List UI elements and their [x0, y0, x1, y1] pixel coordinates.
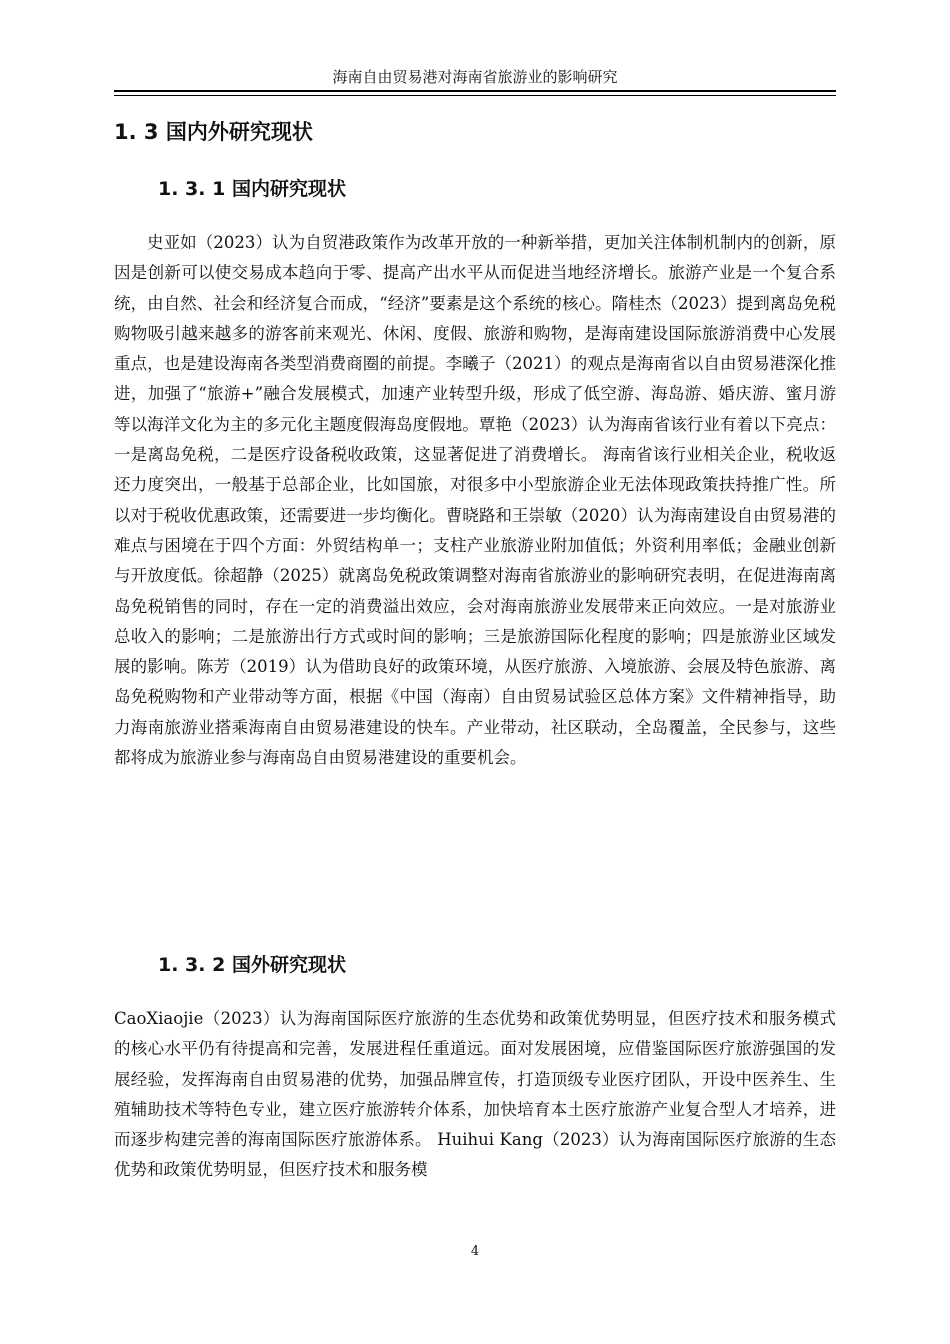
page-number: 4	[470, 1244, 480, 1259]
domestic-research-paragraph: 史亚如（2023）认为自贸港政策作为改革开放的一种新举措，更加关注体制机制内的创新，原因是创新可以使交易成本趋向于零、提高产出水平从而促进当地经济增长。旅游产业是一个复合系统，由自然、社会和经济复合而成，“经济”要素是这个系统的核心。隋桂杰（2023）提到离岛免税购物吸引越来越多的游客前来观光、休闲、度假、旅游和购物，是海南建设国际旅游消费中心发展重点，也是建设海南各类型消费商圈的前提。李曦子（2021）的观点是海南省以自由贸易港深化推进，加强了“旅游+”融合发展模式，加速产业转型升级，形成了低空游、海岛游、婚庆游、蜜月游等以海洋文化为主的多元化主题度假海岛度假地。覃艳（2023）认为海南省该行业有着以下亮点：一是离岛免税，二是医疗设备税收政策，这显著促进了消费增长。 海南省该行业相关企业，税收返还力度突出，一般基于总部企业，比如国旅，对很多中小型旅游企业无法体现政策扶持推广性。所以对于税收优惠政策，还需要进一步均衡化。曹晓路和王崇敏（2020）认为海南建设自由贸易港的难点与困境在于四个方面：外贸结构单一；支柱产业旅游业附加值低；外资利用率低；金融业创新与开放度低。徐超静（2025）就离岛免税政策调整对海南省旅游业的影响研究表明，在促进海南离岛免税销售的同时，存在一定的消费溢出效应，会对海南旅游业发展带来正向效应。一是对旅游业总收入的影响；二是旅游出行方式或时间的影响；三是旅游国际化程度的影响；四是旅游业区域发展的影响。陈芳（2019）认为借助良好的政策环境，从医疗旅游、入境旅游、会展及特色旅游、离岛免税购物和产业带动等方面，根据《中国（海南）自由贸易试验区总体方案》文件精神指导，助力海南旅游业搭乘海南自由贸易港建设的快车。产业带动，社区联动，全岛覆盖，全民参与，这些都将成为旅游业参与海南岛自由贸易港建设的重要机会。	[114, 233, 836, 768]
foreign-research-paragraph: CaoXiaojie（2023）认为海南国际医疗旅游的生态优势和政策优势明显，但医疗技术和服务模式的核心水平仍有待提高和完善，发展进程任重道远。面对发展困境，应借鉴国际医疗旅游强国的发展经验，发挥海南自由贸易港的优势，加强品牌宣传，打造顶级专业医疗团队，开设中医养生、生殖辅助技术等特色专业，建立医疗旅游转介体系，加快培育本土医疗旅游产业复合型人才培养，进而逐步构建完善的海南国际医疗旅游体系。 Huihui Kang（2023）认为海南国际医疗旅游的生态优势和政策优势明显，但医疗技术和服务模	[114, 1009, 836, 1180]
header-rule-thick	[114, 90, 836, 92]
subsection-heading-foreign: 1. 3. 2 国外研究现状	[158, 954, 346, 976]
section-heading: 1. 3 国内外研究现状	[114, 120, 313, 144]
header-rule-thin	[114, 95, 836, 96]
subsection-heading-domestic: 1. 3. 1 国内研究现状	[158, 178, 346, 200]
running-header: 海南自由贸易港对海南省旅游业的影响研究	[332, 68, 618, 86]
